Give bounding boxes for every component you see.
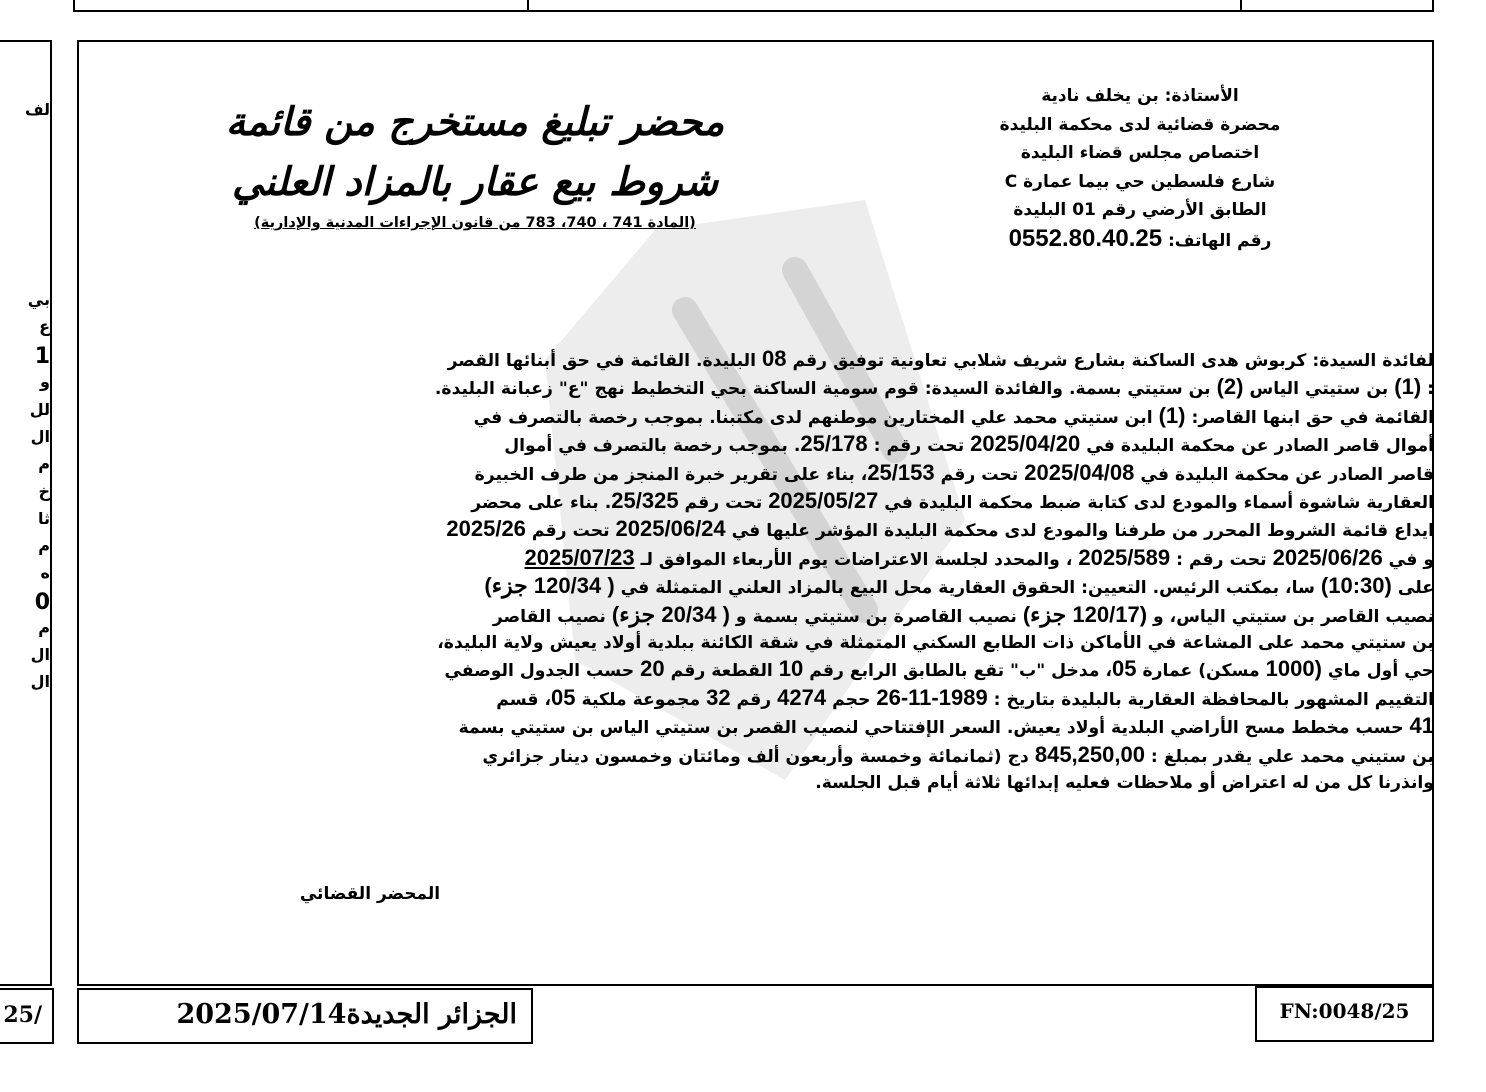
body-text-run: سا، بمكتب الرئيس. التعيين: الحقوق العقارية محل البيع بالمزاد العلني المتمثلة في (614, 578, 1321, 599)
body-text-run: حجم (826, 689, 877, 710)
body-figure: 2025/06/26 (1272, 544, 1383, 570)
body-figure: 05 (1111, 656, 1137, 682)
top-divider (529, 10, 1242, 12)
adjacent-column-fragment: خ (38, 482, 50, 501)
body-line (132, 460, 1434, 488)
adjacent-column-fragment: م (38, 536, 50, 555)
adjacent-column-fragment: و (40, 372, 50, 391)
phone-number: 0552.80.40.25 (1008, 224, 1163, 252)
top-right-strip (1240, 0, 1434, 12)
body-line (132, 770, 1434, 796)
body-figure: (1) (1394, 374, 1422, 400)
adjacent-column-fragment: لل (29, 400, 50, 419)
body-text-run: حي أول ماي (1321, 661, 1434, 682)
body-text-run: و في (1382, 549, 1434, 570)
body-text-run: مسكن) عمارة (1136, 661, 1266, 682)
body-text-run: نصيب القاصر (492, 606, 612, 627)
body-text-run: بن ستيتي بسمة. والفائدة السيدة: قوم سومية الساكنة بحي التخطيط نهج "ع" زعبانة البليدة. (434, 379, 1217, 400)
notary-address-floor: الطابق الأرضي رقم 01 البليدة (1013, 200, 1267, 221)
phone-label: رقم الهاتف: (1167, 230, 1272, 251)
adjacent-column-fragment: ع (39, 317, 50, 336)
body-text-run: القائمة في حق ابنها القاصر: (1185, 407, 1434, 428)
adjacent-notice-file-number (0, 988, 54, 1044)
body-text-run: قاصر الصادر عن محكمة البليدة في (1134, 464, 1434, 485)
body-line (132, 573, 1434, 601)
adjacent-column-fragment: لف (24, 100, 50, 119)
body-text-run: ايداع قائمة الشروط المحرر من طرفنا والمودع لدى محكمة البليدة المؤشر عليها في (725, 521, 1434, 542)
publication-info (176, 999, 517, 1030)
body-figure: 08 (761, 346, 787, 371)
body-figure: 41 (1409, 713, 1434, 739)
body-line (132, 545, 1434, 573)
title-line-2: شروط بيع عقار بالمزاد العلني (231, 159, 719, 205)
body-text-run: لفائدة السيدة: كربوش هدى الساكنة بشارع شريف شلابي تعاونية توفيق رقم (786, 351, 1434, 371)
body-figure: (1) (1158, 402, 1186, 428)
body-text-run: حسب مخطط مسح الأراضي البلدية أولاد يعيش. السعر الإفتتاحي لنصيب القصر بن ستيتي الياس بن ستيتي بسمة (458, 718, 1410, 739)
body-line (132, 431, 1434, 459)
notice-title (150, 92, 800, 231)
signature-label: المحضر القضائي (299, 884, 441, 904)
body-figure: 05 (551, 684, 576, 710)
notary-header (880, 82, 1400, 256)
body-figure: 845,250,00 (1034, 741, 1145, 767)
body-figure: 2025/04/20 (970, 431, 1081, 457)
body-text-run: تحت رقم (525, 521, 616, 542)
body-figure: (2) (1216, 374, 1244, 400)
body-figure: (120/17 جزء) (1022, 601, 1148, 627)
body-line (132, 713, 1434, 741)
body-line (132, 403, 1434, 431)
notary-office: محضرة قضائية لدى محكمة البليدة (999, 114, 1281, 135)
body-text-run: حسب الجدول الوصفي (444, 661, 641, 682)
body-text-run: رقم (730, 689, 778, 710)
body-text-run: . بناء على محضر (471, 493, 612, 514)
body-text-run: تحت رقم : (1170, 549, 1273, 570)
body-figure: 25/178 (800, 431, 868, 457)
body-figure: 2025/04/08 (1024, 459, 1135, 485)
body-line (132, 630, 1434, 656)
adjacent-column-fragment: ثا (37, 509, 50, 528)
adjacent-column-fragment: 1 (34, 344, 50, 369)
body-text-run: بن ستيتي الياس (1243, 379, 1395, 400)
adjacent-column-fragment: م (38, 454, 50, 473)
body-text-run: بن ستيتي محمد على المشاعة في الأماكن ذات الطابع السكني المتمثلة في شقة الكائنة ببلدية أولاد يعيش ولاية البليدة، (437, 633, 1434, 654)
publication-footer (77, 988, 533, 1044)
body-figure: 4274 (777, 684, 827, 710)
publication-date: 2025/07/14 (176, 999, 347, 1030)
adjacent-column-fragment: 0 (34, 590, 50, 615)
body-line (132, 374, 1434, 402)
body-text-run: البليدة. القائمة في حق أبنائها القصر (447, 351, 762, 371)
adjacent-column-fragment: ه (40, 563, 50, 582)
newspaper-name: الجزائر الجديدة (346, 999, 517, 1030)
body-figure: ( 20/34 جزء) (611, 601, 730, 627)
body-text-run: التقييم المشهور بالمحافظة العقارية بالبليدة بتاريخ : (987, 689, 1434, 710)
adjacent-column-fragment: م (38, 618, 50, 637)
body-text-run: مجموعة ملكية (575, 689, 707, 710)
adjacent-column-fragment: بي (27, 290, 50, 309)
body-line (132, 488, 1434, 516)
body-line (132, 656, 1434, 684)
notice-body (132, 346, 1434, 797)
title-line-1: محضر تبليغ مستخرج من قائمة (225, 99, 725, 145)
body-line (132, 346, 1434, 374)
legal-reference: (المادة 741 ، 740، 783 من قانون الإجراءات المدنية والإدارية) (254, 215, 696, 231)
body-figure: 20 (640, 656, 665, 682)
body-text-run: على (1391, 578, 1434, 599)
notary-address-street: شارع فلسطين حي بيما عمارة C (1004, 171, 1276, 192)
body-figure: ( 120/34 جزء) (484, 573, 615, 599)
file-number-box (1255, 986, 1434, 1042)
body-line (132, 602, 1434, 630)
notary-phone-line (880, 225, 1400, 256)
body-line (132, 742, 1434, 770)
body-text-run: وانذرنا كل من له اعتراض أو ملاحظات فعليه إبدائها ثلاثة أيام قبل الجلسة. (815, 773, 1434, 794)
body-text-run: القطعة رقم (664, 661, 779, 682)
body-text-run: دج (ثمانمائة وخمسة وأربعون ألف ومائتان وخمسون دينار جزائري (482, 746, 1035, 767)
adjacent-column-fragment: ال (30, 645, 50, 664)
file-number: FN:0048/25 (1279, 999, 1410, 1023)
adjacent-column-fragment: ال (30, 672, 50, 691)
body-text-run: بن ستيني محمد علي يقدر بمبلغ : (1144, 746, 1434, 767)
body-figure: 26-11-1989 (876, 684, 988, 710)
body-figure: 25/153 (867, 459, 935, 485)
body-text-run: ، والمحدد لجلسة الاعتراضات يوم الأربعاء الموافق لـ (634, 549, 1079, 570)
body-figure: 10 (778, 656, 804, 682)
body-line (132, 516, 1434, 544)
adjacent-notice-column (0, 40, 52, 986)
body-text-run: ، بناء على تقرير خبرة المنجز من طرف الخبيرة (474, 464, 868, 485)
body-text-run: : (1421, 379, 1434, 400)
adjacent-column-fragment: ال (30, 427, 50, 446)
body-text-run: ، مدخل "ب" تقع بالطابق الرابع رقم (803, 661, 1112, 682)
notary-name: الأستاذة: بن يخلف نادية (1041, 86, 1239, 106)
body-text-run: نصيب القاصر بن ستيتي الياس، و (1147, 606, 1434, 627)
body-figure: 32 (706, 684, 731, 710)
body-text-run: ابن ستيتي محمد علي المختارين موطنهم لدى مكتبنا. بموجب رخصة بالتصرف في (473, 407, 1159, 428)
body-text-run: نصيب القاصرة بن ستيتي بسمة و (729, 606, 1023, 627)
body-text-run: أموال قاصر الصادر عن محكمة البليدة في (1080, 436, 1434, 457)
body-figure: 25/325 (611, 488, 679, 514)
body-text-run: . بموجب رخصة بالتصرف في أموال (504, 436, 801, 457)
body-figure: 2025/06/24 (615, 516, 726, 542)
body-text-run: تحت رقم : (867, 436, 971, 457)
notary-jurisdiction: اختصاص مجلس قضاء البليدة (1020, 143, 1260, 164)
body-figure: 2025/589 (1078, 544, 1171, 570)
adjacent-file-number-text: 25/ (3, 1002, 42, 1028)
body-figure: (1000 (1265, 656, 1322, 682)
body-figure: 2025/05/27 (768, 488, 879, 514)
body-figure: 2025/07/23 (524, 544, 635, 570)
body-line (132, 685, 1434, 713)
body-text-run: تحت رقم (934, 464, 1025, 485)
body-text-run: تحت رقم (678, 493, 769, 514)
body-text-run: ، قسم (496, 689, 552, 710)
body-text-run: العقارية شاشوة أسماء والمودع لدى كتابة ضبط محكمة البليدة في (878, 493, 1434, 514)
body-figure: 2025/26 (446, 516, 526, 542)
body-figure: (10:30) (1320, 573, 1392, 599)
top-left-strip (73, 0, 529, 12)
